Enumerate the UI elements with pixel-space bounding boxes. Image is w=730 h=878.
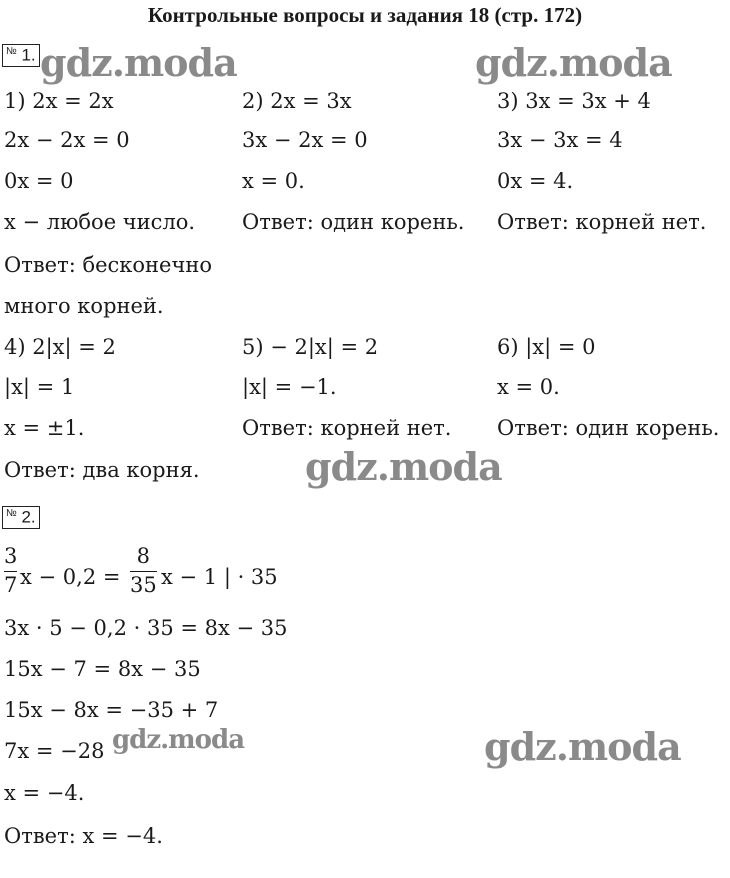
answer-line: много корней. xyxy=(4,294,164,318)
watermark: gdz.moda xyxy=(40,40,237,85)
solution-line: x − любое число. xyxy=(4,210,196,234)
fraction-bar xyxy=(130,571,157,572)
fraction-numerator: 3 xyxy=(4,544,18,568)
solution-line: 6) |x| = 0 xyxy=(497,335,596,359)
solution-line: |x| = −1. xyxy=(242,375,337,399)
number-sign: № xyxy=(6,46,17,57)
solution-line: x = 0. xyxy=(242,169,305,193)
solution-line: x = −4. xyxy=(4,781,85,805)
solution-line: 1) 2x = 2x xyxy=(4,89,114,113)
fraction-numerator: 8 xyxy=(136,544,151,568)
solution-line: 4) 2|x| = 2 xyxy=(4,335,116,359)
solution-line: 3x · 5 − 0,2 · 35 = 8x − 35 xyxy=(4,616,288,640)
watermark: gdz.moda xyxy=(475,40,672,85)
answer-line: Ответ: корней нет. xyxy=(242,416,452,440)
answer-line: Ответ: два корня. xyxy=(4,458,200,482)
solution-line: 0x = 4. xyxy=(497,169,574,193)
fraction xyxy=(4,546,17,596)
solution-line: 15x − 7 = 8x − 35 xyxy=(4,657,201,681)
solution-line: 15x − 8x = −35 + 7 xyxy=(4,698,219,722)
solution-line: x = 0. xyxy=(497,375,560,399)
fraction xyxy=(130,546,157,596)
solution-line: |x| = 1 xyxy=(4,375,75,399)
fraction-bar xyxy=(4,571,17,572)
task-number: 2. xyxy=(21,507,36,527)
answer-line: Ответ: бесконечно xyxy=(4,253,213,277)
answer-line: Ответ: один корень. xyxy=(242,210,465,234)
solution-line: 0x = 0 xyxy=(4,169,74,193)
task-number-badge xyxy=(2,506,40,529)
solution-line: 2) 2x = 3x xyxy=(242,89,352,113)
solution-line: 7x = −28 xyxy=(4,739,105,763)
task-number: 1. xyxy=(21,45,36,65)
watermark: gdz.moda xyxy=(305,444,502,489)
answer-line: Ответ: один корень. xyxy=(497,416,720,440)
solution-line: x = ±1. xyxy=(4,416,85,440)
watermark: gdz.moda xyxy=(484,724,681,769)
answer-line: Ответ: корней нет. xyxy=(497,210,707,234)
page-title: Контрольные вопросы и задания 18 (стр. 172) xyxy=(147,3,583,27)
answer-line: Ответ: x = −4. xyxy=(4,824,163,848)
fraction-denominator: 7 xyxy=(4,573,18,597)
number-sign: № xyxy=(6,508,17,519)
task-number-badge xyxy=(2,44,40,67)
solution-line: 3x − 3x = 4 xyxy=(497,128,623,152)
fraction-denominator: 35 xyxy=(130,573,157,597)
equation-part: x − 1 | · 35 xyxy=(161,565,278,589)
watermark: gdz.moda xyxy=(112,725,245,755)
solution-line: 5) − 2|x| = 2 xyxy=(242,335,379,359)
equation-part: x − 0,2 = xyxy=(20,565,121,589)
solution-line: 3x − 2x = 0 xyxy=(242,128,368,152)
solution-line: 2x − 2x = 0 xyxy=(4,128,130,152)
solution-line: 3) 3x = 3x + 4 xyxy=(497,89,651,113)
